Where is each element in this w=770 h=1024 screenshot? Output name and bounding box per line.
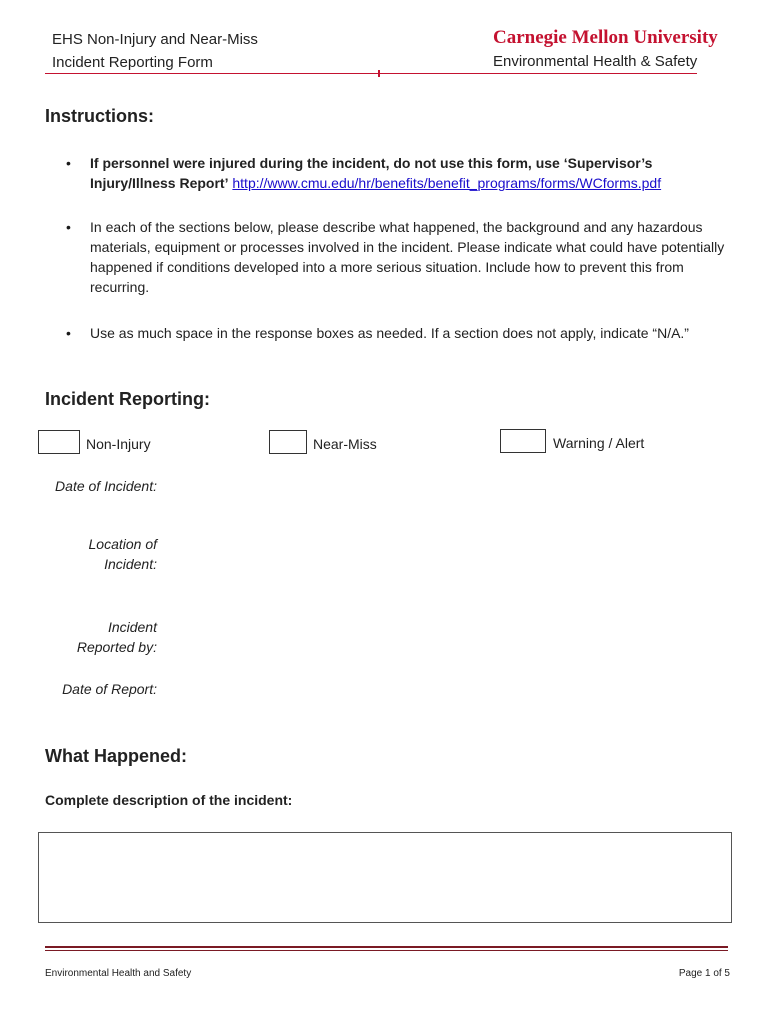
warning-alert-checkbox[interactable] [500,429,546,453]
instruction-item-2: In each of the sections below, please describe what happened, the background and any hazardous materials, equipment or processes involved in the incident. Please indicate what could have potentially happened if conditions developed into a more serious situation. Include how to prevent this from recurring. [90,219,725,295]
location-label-line2: Incident: [104,556,157,572]
department-name: Environmental Health & Safety [493,53,698,70]
what-happened-heading: What Happened: [45,746,187,766]
location-of-incident-label [7,534,157,574]
incident-reporting-heading: Incident Reporting: [45,389,210,409]
incident-description-box[interactable] [38,832,732,923]
form-title-line2: Incident Reporting Form [52,54,213,71]
header-divider [45,73,697,74]
header-divider-tick [378,70,380,77]
university-name: Carnegie Mellon University [493,27,718,48]
reported-label-line2: Reported by: [76,639,157,655]
near-miss-checkbox[interactable] [269,430,307,454]
non-injury-checkbox[interactable] [38,430,80,454]
non-injury-label: Non-Injury [86,436,151,452]
bullet-1: • [66,155,71,171]
date-of-report-label: Date of Report: [62,681,157,697]
location-label-line1: Location of [88,536,157,552]
footer-divider [45,946,728,948]
near-miss-label: Near-Miss [313,436,377,452]
footer-department: Environmental Health and Safety [45,968,192,979]
incident-description-label: Complete description of the incident: [45,792,293,808]
bullet-2: • [66,219,71,235]
instructions-heading: Instructions: [45,106,155,126]
wc-forms-link[interactable]: http://www.cmu.edu/hr/benefits/benefit_programs/forms/WCforms.pdf [232,175,662,191]
date-of-incident-label: Date of Incident: [55,478,157,494]
form-title-line1: EHS Non-Injury and Near-Miss [52,31,258,48]
footer-divider-thin [45,950,728,951]
reported-label-line1: Incident [107,619,157,635]
warning-alert-label: Warning / Alert [553,435,645,451]
page-number: Page 1 of 5 [678,968,730,979]
bullet-3: • [66,325,71,341]
form-title [52,28,258,74]
reported-by-label [7,617,157,657]
instruction-item-3: Use as much space in the response boxes as needed. If a section does not apply, indicate “N/A.” [90,325,689,341]
instruction-item-1 [90,153,730,193]
instruction-1-text: If personnel were injured during the incident, do not use this form, use ‘Supervisor’s Injury/Illness Report’ [90,155,653,191]
